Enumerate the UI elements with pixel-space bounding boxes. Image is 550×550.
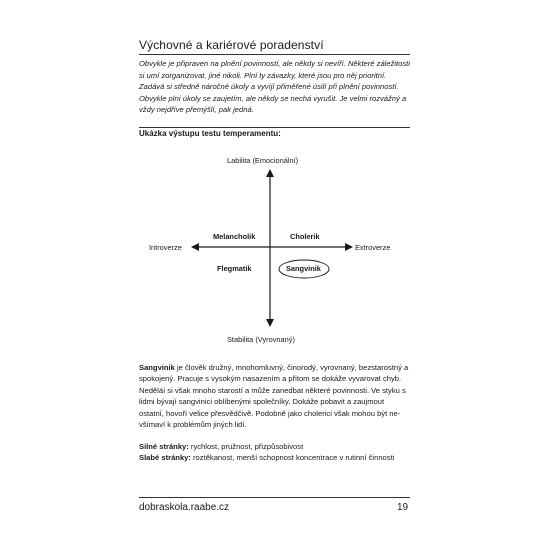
intro-paragraph: Obvykle je připraven na plnění povinností, ale někdy si neví​ří. Některé záležitosti si umí zorganizovat, jiné nikoli. Plní ty závazky, které jsou pro něj prioritní. Zadává si středně náročné úkoly a vyvíjí přiměřené úsilí při plnění povinností. Obvykle plní úkoly se zaujetím, ale někdy se nechá vyrušit. Je velmi rozvážný a vždy nejdříve přemýšlí, pak jedná. xyxy=(139,59,410,114)
axis-label-left: Introverze xyxy=(149,243,182,252)
axis-label-right: Extroverze xyxy=(355,243,391,252)
axis-label-bottom: Stabilita (Vyrovnaný) xyxy=(227,335,295,344)
strong-text: rychlost, pružnost, přizpůsobivost xyxy=(188,442,304,451)
temperament-diagram xyxy=(139,140,411,360)
quadrant-cholerik: Cholerik xyxy=(290,232,320,241)
axis-label-top: Labilita (Emocionální) xyxy=(227,156,299,165)
quadrant-melancholik: Melancholik xyxy=(213,232,256,241)
weak-text: roztěkanost, menší schopnost koncentrace v rutinní činnosti xyxy=(190,453,395,462)
quadrant-flegmatik: Flegmatik xyxy=(217,264,252,273)
section-rule xyxy=(139,127,410,128)
description-term: Sangvinik xyxy=(139,363,175,372)
description-text: je člověk družný, mnohomluvný, činorodý, vyrovnaný, bezstarostný a spokojený. Pracuje s vysokým nasazením a přitom se dokáže vyvarovat chyb. Neděláí si však mnoho starostí a může zanedbat některé povinnosti. Ve styku s lidmi bývají sangvinici oblíbenými společníky. Dokáže pobavit a zaujmout ostatní, hovoří velice přesvědčivě. Podobně jako cholerici však mohou být nevšímaví k problémům jiných lidí. xyxy=(139,363,409,430)
strong-points xyxy=(139,441,303,452)
description-paragraph xyxy=(139,362,411,430)
quadrant-sangvinik: Sangvinik xyxy=(286,264,321,273)
weak-label: Slabé stránky: xyxy=(139,453,191,462)
strong-label: Silné stránky: xyxy=(139,442,189,451)
section-heading: Ukázka výstupu testu temperamentu: xyxy=(139,129,281,138)
footer-rule xyxy=(139,497,410,498)
weak-points xyxy=(139,452,394,463)
header-rule xyxy=(139,54,410,55)
page-header-title: Výchovné a kariérové poradenství xyxy=(139,38,324,52)
footer-website: dobraskola.raabe.cz xyxy=(139,502,230,513)
page-number: 19 xyxy=(397,502,409,513)
